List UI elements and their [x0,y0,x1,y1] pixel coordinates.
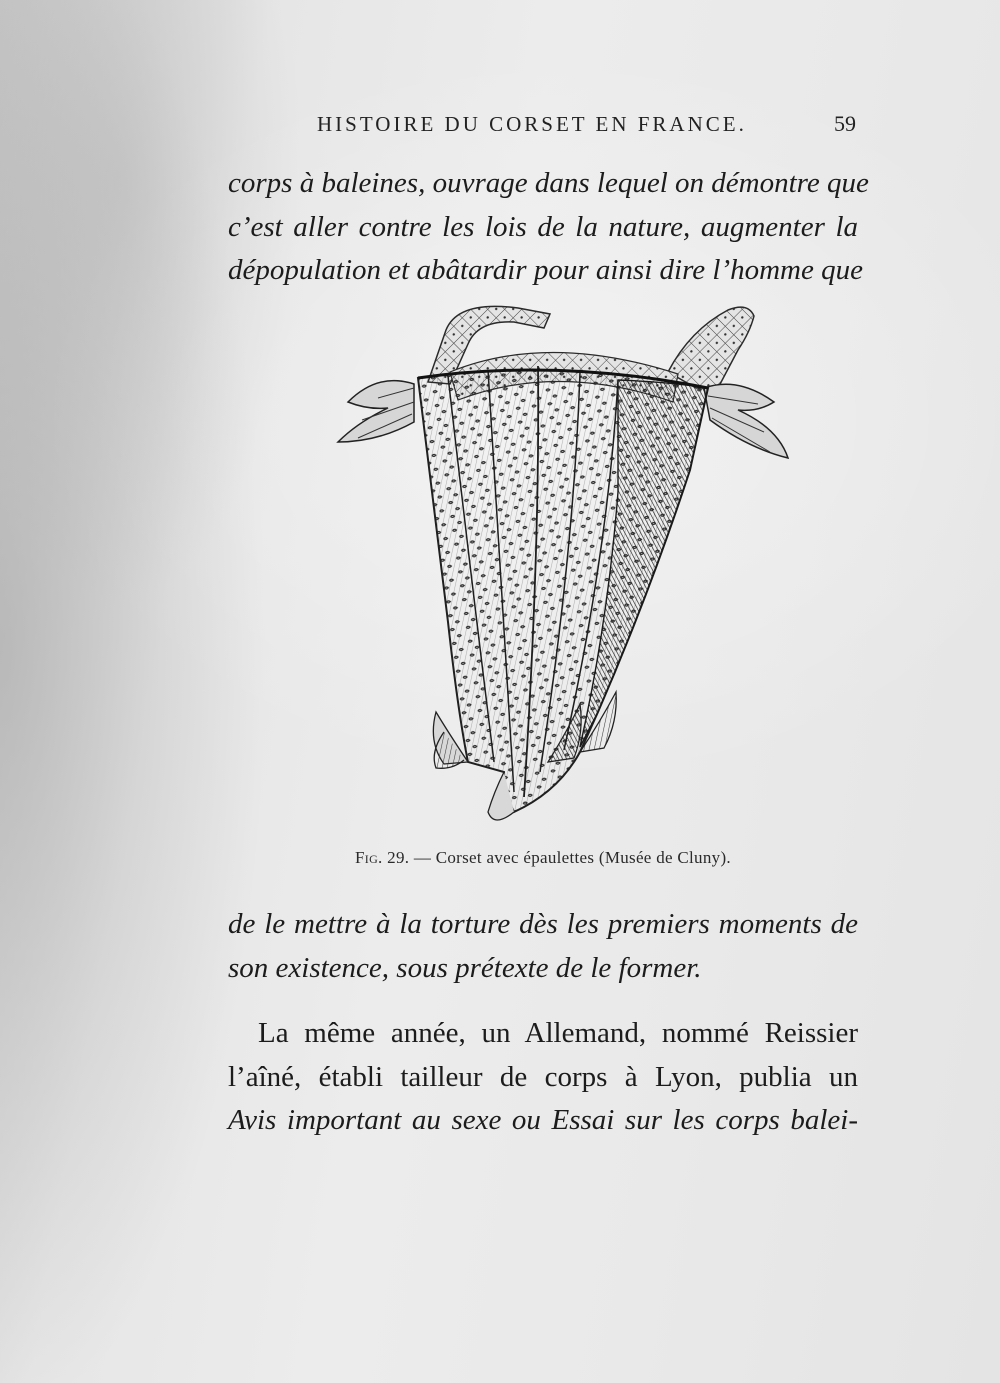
paragraph-continuation [228,162,869,293]
running-head [228,112,858,142]
text-line: c’est aller contre les lois de la nature, augmenter la [228,210,858,243]
text-line: dépopulation et abâtardir pour ainsi dire l’homme que [228,254,863,286]
text-line: l’aîné, établi tailleur de corps à Lyon, publia un [228,1060,858,1093]
paragraph-continuation-2 [228,903,858,990]
text-line: corps à baleines, ouvrage dans lequel on démontre que [228,167,869,199]
text-line: son existence, sous prétexte de le former. [228,951,702,984]
figure-label: Fig. 29. [355,848,410,867]
page-number: 59 [834,111,856,136]
paragraph-new [228,1012,858,1143]
figure-caption [228,848,858,868]
running-title: HISTOIRE DU CORSET EN FRANCE. [317,112,747,136]
figure-caption-text: — Corset avec épaulettes (Musée de Cluny). [413,848,731,867]
text-line: La même année, un Allemand, nommé Reissier [258,1017,858,1049]
corset-illustration [318,292,808,842]
text-line: de le mettre à la torture dès les premiers moments de [228,908,858,940]
text-line: Avis important au sexe ou Essai sur les corps balei- [228,1104,858,1136]
